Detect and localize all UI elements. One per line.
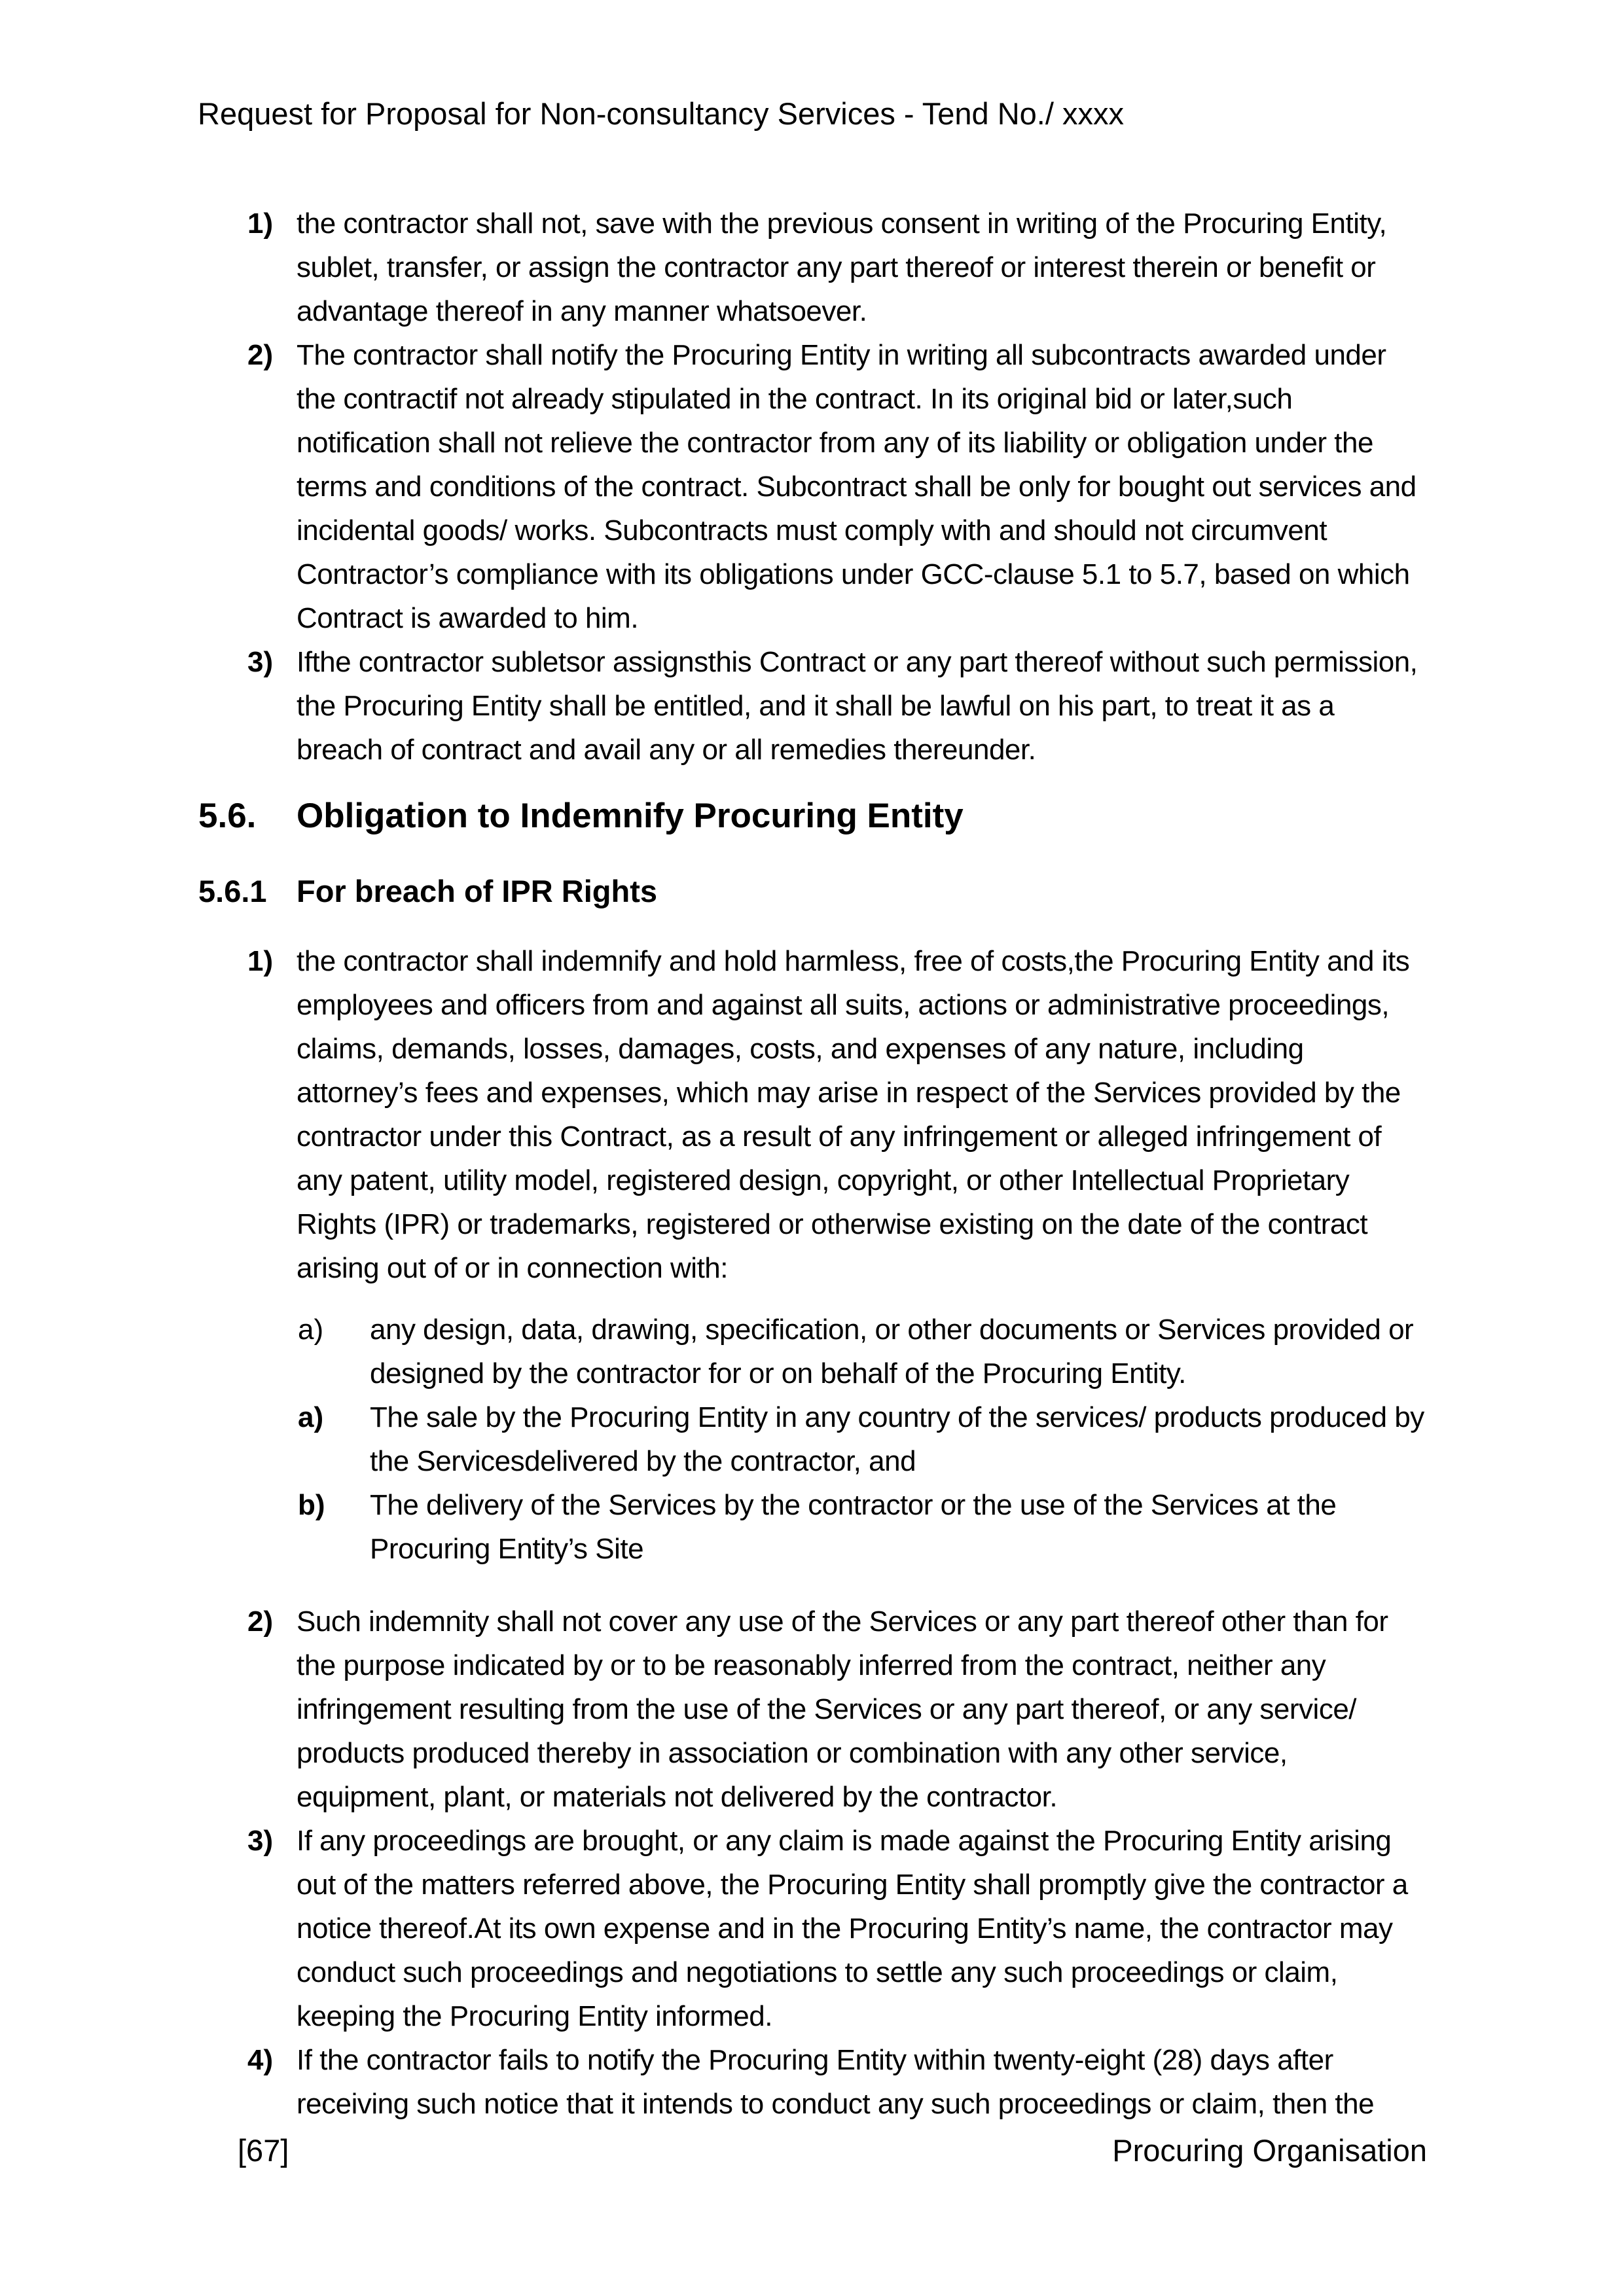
section-number: 5.6. [198,797,257,835]
item-text: If any proceedings are brought, or any claim is made against the Procuring Entity arising out of the matters referred above, the Procuring Entity shall promptly give the contractor a notice thereof.At its own expense and in the Procuring Entity’s name, the contractor may conduct such proceedings and negotiations to settle any such proceedings or claim, keeping the Procuring Entity informed. [297,1825,1408,2032]
item-text: Ifthe contractor subletsor assignsthis Contract or any part thereof without such permission, the Procuring Entity shall be entitled, and it shall be lawful on his part, to treat it as a breach of contract and avail any or all remedies thereunder. [297,646,1418,766]
list-item [247,1600,1426,1819]
item-text: The delivery of the Services by the contractor or the use of the Services at the Procuring Entity’s Site [370,1489,1337,1565]
page-header: Request for Proposal for Non-consultancy Services - Tend No./ xxxx [198,96,1124,131]
list-item [247,1819,1426,2038]
list-item [247,939,1426,1571]
section-title: Obligation to Indemnify Procuring Entity [297,797,964,835]
item-marker: 4) [247,2044,274,2076]
list-item [247,640,1426,772]
item-marker: 1) [247,945,274,977]
list-item [247,2038,1426,2126]
sub-list-item [298,1483,1426,1571]
item-marker: a) [298,1401,324,1433]
subsection-heading [198,869,1624,913]
item-marker: b) [298,1489,325,1521]
item-text: the contractor shall not, save with the previous consent in writing of the Procuring Entity, sublet, transfer, or assign the contractor any part thereof or interest therein or benefit or advantage thereof in any manner whatsoever. [297,207,1387,327]
item-text: The sale by the Procuring Entity in any country of the services/ products produced by the Servicesdelivered by the contractor, and [370,1401,1424,1477]
item-text: If the contractor fails to notify the Procuring Entity within twenty-eight (28) days after receiving such notice that it intends to conduct any such proceedings or claim, then the [297,2044,1375,2120]
list-item [247,202,1426,333]
item-text: the contractor shall indemnify and hold harmless, free of costs,the Procuring Entity and its employees and officers from and against all suits, actions or administrative proceedings, claims, demands, losses, damages, costs, and expenses of any nature, including attorney’s fees and expenses, which may arise in respect of the Services provided by the contractor under this Contract, as a result of any infringement or alleged infringement of any patent, utility model, registered design, copyright, or other Intellectual Proprietary Rights (IPR) or trademarks, registered or otherwise existing on the date of the contract arising out of or in connection with: [297,945,1410,1284]
footer-organisation: Procuring Organisation [1112,2133,1427,2168]
item-marker: a) [298,1314,324,1346]
item-marker: 3) [247,646,274,678]
section-heading [198,794,1624,838]
page-content [0,202,1624,2126]
item-text: The contractor shall notify the Procuring Entity in writing all subcontracts awarded under the contractif not already stipulated in the contract. In its original bid or later,such notification shall not relieve the contractor from any of its liability or obligation under the terms and conditions of the contract. Subcontract shall be only for bought out services and incidental goods/ works. Subcontracts must comply with and should not circumvent Contractor’s compliance with its obligations under GCC-clause 5.1 to 5.7, based on which Contract is awarded to him. [297,339,1416,634]
sub-list [297,1308,1426,1571]
subsection-title: For breach of IPR Rights [297,874,657,908]
item-marker: 1) [247,207,274,240]
subsection-number: 5.6.1 [198,874,267,908]
item-marker: 3) [247,1825,274,1857]
item-marker: 2) [247,1605,274,1638]
sub-list-item [298,1308,1426,1395]
item-marker: 2) [247,339,274,371]
item-text: any design, data, drawing, specification, or other documents or Services provided or designed by the contractor for or on behalf of the Procuring Entity. [370,1314,1414,1390]
list-item [247,333,1426,640]
page-number: [67] [238,2133,289,2168]
sub-list-item [298,1395,1426,1483]
item-text: Such indemnity shall not cover any use of the Services or any part thereof other than for the purpose indicated by or to be reasonably inferred from the contract, neither any infringement resulting from the use of the Services or any part thereof, or any service/ products produced thereby in association or combination with any other service, equipment, plant, or materials not delivered by the contractor. [297,1605,1388,1813]
